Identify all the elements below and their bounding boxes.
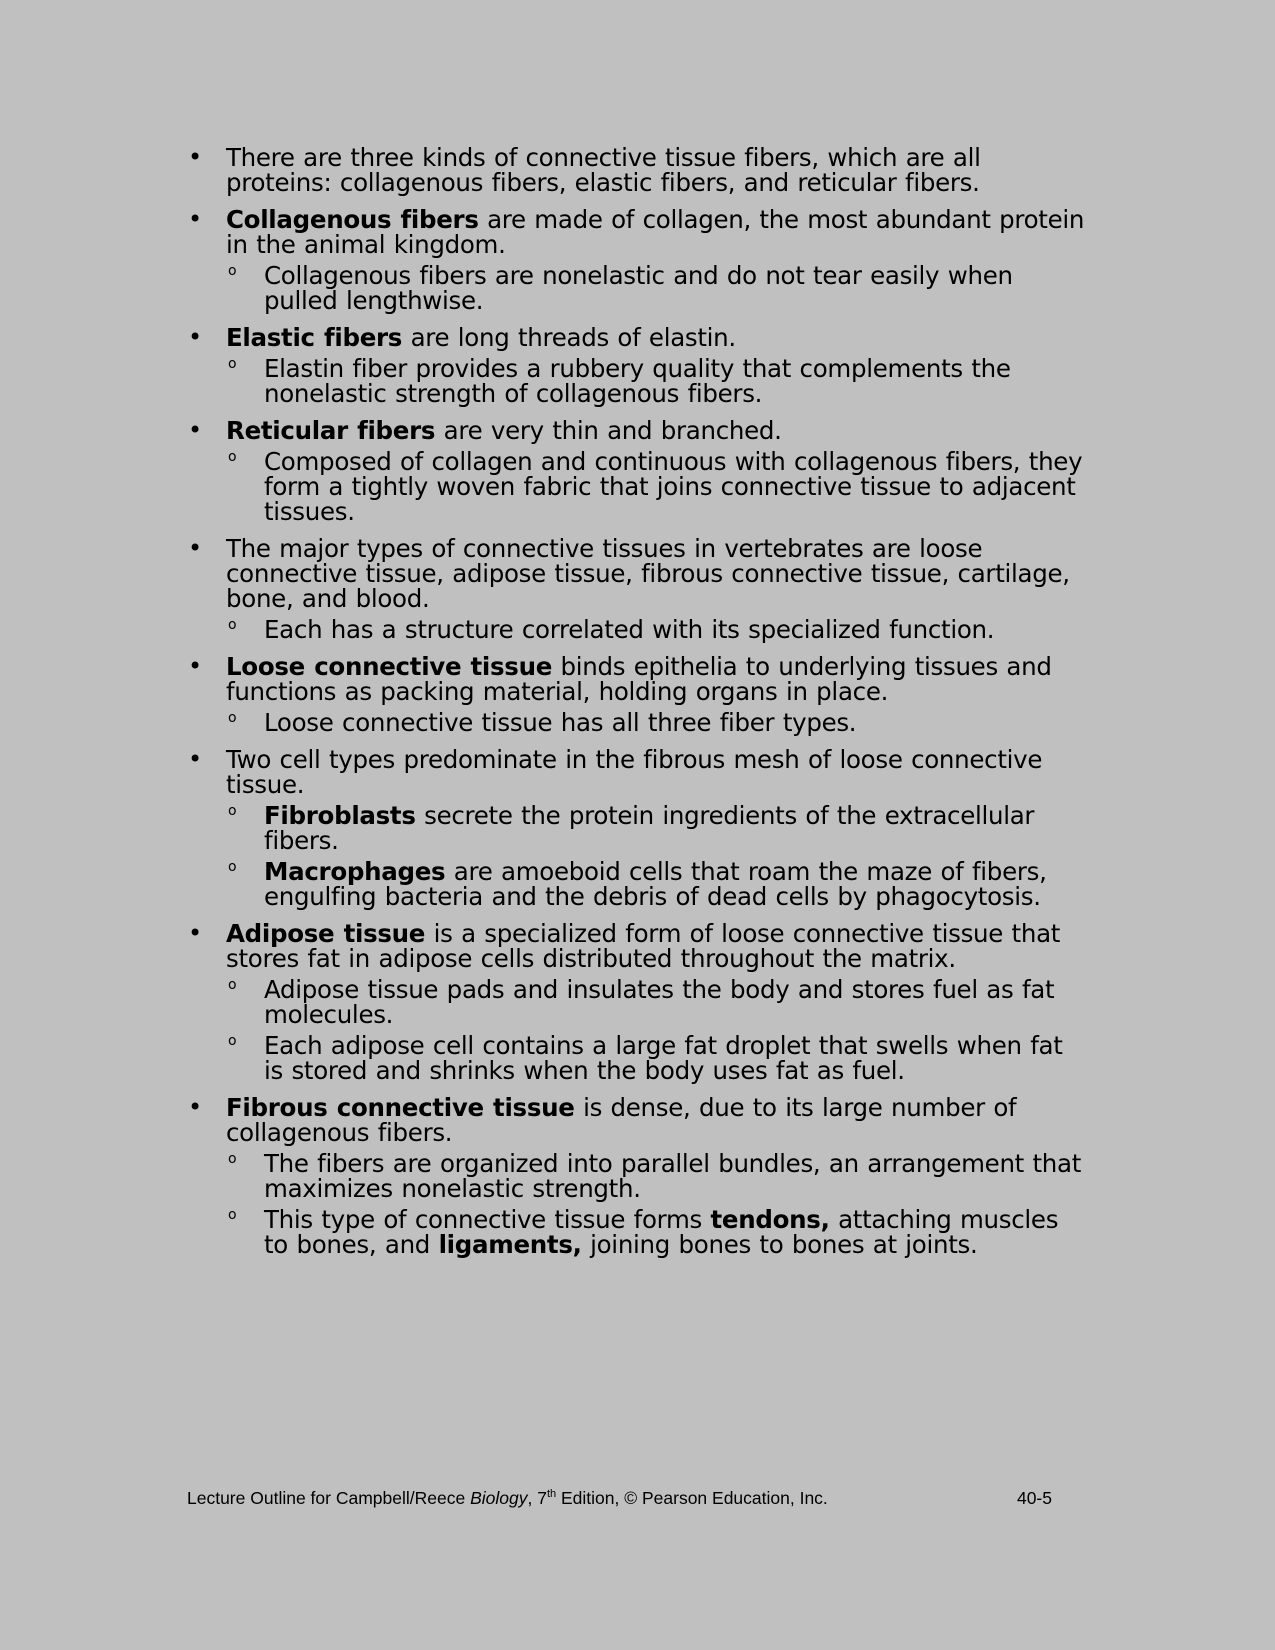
- bullet-icon: •: [188, 323, 202, 351]
- bullet-icon: •: [188, 652, 202, 680]
- sub-bullet-icon: o: [228, 977, 237, 993]
- bullet-text: [226, 1095, 1086, 1145]
- bullet-body: is dense, due to its large number of collagenous fibers.: [226, 1093, 1017, 1147]
- bullet-icon: •: [188, 919, 202, 947]
- bullet-icon: •: [188, 745, 202, 773]
- sub-bullet-item: [186, 859, 1086, 909]
- bullet-body: binds epithelia to underlying tissues and functions as packing material, holding organs in place.: [226, 652, 1052, 706]
- bullet-term: Loose connective tissue: [226, 652, 553, 681]
- sub-bullet-text: Each has a structure correlated with its specialized function.: [264, 615, 995, 644]
- bullet-item: [186, 654, 1086, 735]
- sub-bullet-term: tendons,: [710, 1205, 830, 1234]
- sub-bullet-item: [186, 710, 1086, 735]
- sub-bullet-text: attaching muscles to bones, and: [264, 1205, 1059, 1259]
- sub-bullet-icon: o: [228, 859, 237, 875]
- sub-bullet-icon: o: [228, 449, 237, 465]
- sub-bullet-item: [186, 263, 1086, 313]
- bullet-icon: •: [188, 534, 202, 562]
- bullet-icon: •: [188, 416, 202, 444]
- sub-bullet-icon: o: [228, 710, 237, 726]
- sub-bullet-icon: o: [228, 356, 237, 372]
- bullet-body: are made of collagen, the most abundant protein in the animal kingdom.: [226, 205, 1085, 259]
- bullet-item: [186, 145, 1086, 195]
- sub-bullet-item: [186, 977, 1086, 1027]
- sub-bullet-text: are amoeboid cells that roam the maze of fibers, engulfing bacteria and the debris of dead cells by phagocytosis.: [264, 857, 1047, 911]
- sub-bullet-text: Collagenous fibers are nonelastic and do not tear easily when pulled lengthwise.: [264, 261, 1013, 315]
- sub-bullet-text: joining bones to bones at joints.: [581, 1230, 978, 1259]
- bullet-item: [186, 747, 1086, 909]
- sub-bullet-item: [186, 356, 1086, 406]
- bullet-term: Reticular fibers: [226, 416, 436, 445]
- sub-bullet-term: Fibroblasts: [264, 801, 416, 830]
- footer-suffix: Edition, © Pearson Education, Inc.: [556, 1488, 828, 1508]
- sub-bullet-icon: o: [228, 1207, 237, 1223]
- sub-bullet-icon: o: [228, 263, 237, 279]
- sub-bullet-icon: o: [228, 1033, 237, 1049]
- sub-bullet-term: ligaments,: [438, 1230, 582, 1259]
- sub-bullet-item: [186, 1033, 1086, 1083]
- footer: [187, 1488, 1052, 1509]
- sub-bullet-icon: o: [228, 617, 237, 633]
- bullet-term: Adipose tissue: [226, 919, 426, 948]
- bullet-body: are long threads of elastin.: [402, 323, 736, 352]
- footer-edition-sup: th: [546, 1488, 557, 1501]
- bullet-text: [226, 654, 1086, 704]
- bullet-term: Elastic fibers: [226, 323, 403, 352]
- bullet-icon: •: [188, 143, 202, 171]
- sub-bullet-term: Macrophages: [264, 857, 446, 886]
- bullet-text: [226, 207, 1086, 257]
- sub-bullet-item: [186, 617, 1086, 642]
- sub-bullet-text: Composed of collagen and continuous with collagenous fibers, they form a tightly woven fabric that joins connective tissue to adjacent tissues.: [264, 447, 1083, 526]
- sub-bullet-text: This type of connective tissue forms: [264, 1205, 711, 1234]
- bullet-item: [186, 1095, 1086, 1257]
- bullet-body: The major types of connective tissues in vertebrates are loose connective tissue, adipose tissue, fibrous connective tissue, cartilage, bone, and blood.: [226, 534, 1070, 613]
- bullet-text: [226, 325, 1086, 350]
- bullet-item: [186, 921, 1086, 1083]
- footer-book-title: Biology: [470, 1488, 528, 1508]
- sub-bullet-text: Elastin fiber provides a rubbery quality that complements the nonelastic strength of collagenous fibers.: [264, 354, 1011, 408]
- bullet-text: [226, 536, 1086, 611]
- bullet-term: Fibrous connective tissue: [226, 1093, 575, 1122]
- bullet-text: [226, 145, 1086, 195]
- footer-prefix: Lecture Outline for Campbell/Reece: [187, 1488, 471, 1508]
- sub-bullet-text: Adipose tissue pads and insulates the body and stores fuel as fat molecules.: [264, 975, 1055, 1029]
- sub-bullet-text: Loose connective tissue has all three fiber types.: [264, 708, 857, 737]
- bullet-item: [186, 207, 1086, 313]
- bullet-text: [226, 921, 1086, 971]
- sub-bullet-text: secrete the protein ingredients of the extracellular fibers.: [264, 801, 1035, 855]
- sub-bullet-text: The fibers are organized into parallel bundles, an arrangement that maximizes nonelastic strength.: [264, 1149, 1082, 1203]
- bullet-body: are very thin and branched.: [435, 416, 782, 445]
- sub-bullet-item: [186, 449, 1086, 524]
- bullet-text: [226, 418, 1086, 443]
- sub-bullet-item: [186, 803, 1086, 853]
- sub-bullet-item: [186, 1207, 1086, 1257]
- footer-edition: , 7: [527, 1488, 547, 1508]
- page-number: 40-5: [1016, 1488, 1052, 1508]
- outline: [186, 145, 1086, 1257]
- bullet-item: [186, 418, 1086, 524]
- bullet-item: [186, 536, 1086, 642]
- bullet-text: [226, 747, 1086, 797]
- bullet-body: There are three kinds of connective tissue fibers, which are all proteins: collagenous fibers, elastic fibers, and reticular fibers.: [226, 143, 981, 197]
- sub-bullet-icon: o: [228, 803, 237, 819]
- bullet-icon: •: [188, 1093, 202, 1121]
- bullet-icon: •: [188, 205, 202, 233]
- bullet-item: [186, 325, 1086, 406]
- sub-bullet-text: Each adipose cell contains a large fat droplet that swells when fat is stored and shrinks when the body uses fat as fuel.: [264, 1031, 1063, 1085]
- bullet-body: Two cell types predominate in the fibrous mesh of loose connective tissue.: [226, 745, 1043, 799]
- bullet-term: Collagenous fibers: [226, 205, 479, 234]
- bullet-body: is a specialized form of loose connective tissue that stores fat in adipose cells distributed throughout the matrix.: [226, 919, 1061, 973]
- sub-bullet-item: [186, 1151, 1086, 1201]
- sub-bullet-icon: o: [228, 1151, 237, 1167]
